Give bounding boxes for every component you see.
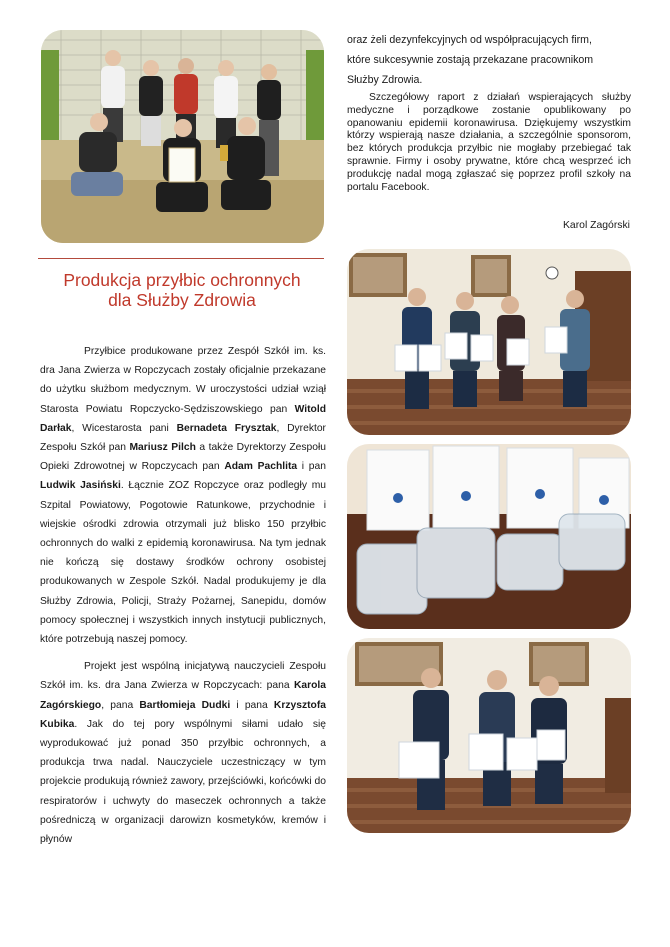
face-shields-photo [347, 444, 631, 629]
title-line-1: Produkcja przyłbic ochronnych [63, 270, 301, 290]
article-title [38, 270, 326, 310]
article-body [40, 342, 326, 849]
team-photo [41, 30, 324, 243]
intro-line-3: Służby Zdrowia. [347, 74, 423, 86]
officials-photo [347, 249, 631, 435]
intro-text [347, 30, 631, 90]
team-photo-image [41, 30, 324, 243]
officials-photo-image [347, 249, 631, 435]
title-line-2: dla Służby Zdrowia [108, 290, 256, 310]
report-text: Szczegółowy raport z działań wspierających służby medyczne i porządkowe zostanie opublikowany po opanowaniu epidemii koronawirusa. Dziękujemy wszystkim którzy wspierają nasze działania, a szczególnie sponsorom, bez których produkcja przyłbic nie mogłaby przebiegać tak sprawnie. Firmy i osoby prywatne, które chcą wesprzeć ich produkcję nadal mogą zgłaszać się poprzez profil szkoły na portalu Facebook. [347, 92, 631, 193]
body-paragraph-2: Projekt jest wspólną inicjatywą nauczycieli Zespołu Szkół im. ks. dra Jana Zwierza w Ropczycach: pana Karola Zagórskiego, pana Bartłomieja Dudki i pana Krzysztofa Kubika. Jak do tej pory wspólnymi siłami udało się wyprodukować już ponad 350 przyłbic ochronnych, a produkcja trwa nadal. Nauczyciele uczestniczący w tym projekcie produkują również zawory, przejściówki, końcówki do respiratorów i uchwyty do maseczek ochronnych a także pośredniczą w organizacji darowizn kosmetyków, kremów i płynów [40, 661, 326, 846]
intro-line-1: oraz żeli dezynfekcyjnych od współpracujących firm, [347, 34, 592, 46]
face-shields-photo-image [347, 444, 631, 629]
teachers-photo [347, 638, 631, 833]
author-signature: Karol Zagórski [563, 220, 630, 231]
body-paragraph-1: Przyłbice produkowane przez Zespół Szkół im. ks. dra Jana Zwierza w Ropczycach zostały oficjalnie przekazane do użytku służbom medycznym. W uroczystości udział wziął Starosta Powiatu Ropczycko-Sędziszowskiego pan Witold Darłak, Wicestarosta pani Bernadeta Frysztak, Dyrektor Zespołu Szkół pan Mariusz Pilch a także Dyrektorzy Zespołu Opieki Zdrowotnej w Ropczycach pan Adam Pachlita i pan Ludwik Jasiński. Łącznie ZOZ Ropczyce oraz podległy mu Szpital Powiatowy, Pogotowie Ratunkowe, przychodnie i wiejskie ośrodki zdrowia otrzymali już blisko 150 przyłbic ochronnych do walki z epidemią koronawirusa. Na tym jednak nie kończą się dostawy środków ochrony osobistej produkowanych w Zespole Szkół. Nadal produkujemy je dla Służby Zdrowia, Policji, Straży Pożarnej, Sanepidu, domów pomocy społecznej i wszystkich innych instytucji publicznych, które potrzebują naszej pomocy. [40, 346, 326, 646]
intro-line-2: które sukcesywnie zostają przekazane pracownikom [347, 54, 594, 66]
report-paragraph [347, 92, 631, 194]
title-divider [38, 258, 324, 259]
teachers-photo-image [347, 638, 631, 833]
